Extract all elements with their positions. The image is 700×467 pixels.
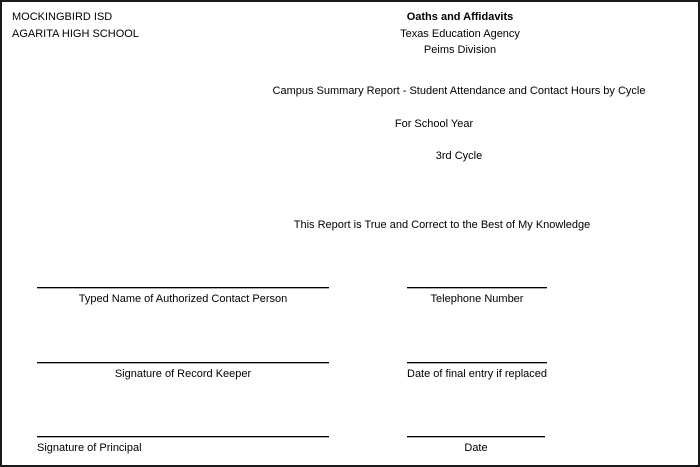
signature-field-final-entry-date — [407, 362, 547, 380]
cycle-label: 3rd Cycle — [435, 150, 483, 162]
signature-label: Telephone Number — [430, 293, 524, 305]
campus-name: AGARITA HIGH SCHOOL — [12, 28, 139, 40]
signature-label: Date of final entry if replaced — [407, 368, 548, 380]
signature-field-principal — [37, 436, 329, 454]
signature-line — [407, 436, 545, 438]
signature-line — [37, 436, 329, 438]
form-title: Oaths and Affidavits — [406, 11, 514, 23]
school-year-label: For School Year — [394, 118, 474, 130]
division-name: Peims Division — [423, 44, 497, 56]
signature-label: Typed Name of Authorized Contact Person — [78, 293, 288, 305]
certification-statement: This Report is True and Correct to the Best of My Knowledge — [293, 219, 591, 231]
signature-label: Date — [464, 442, 488, 454]
signature-line — [407, 287, 547, 289]
signature-field-telephone — [407, 287, 547, 305]
signature-line — [37, 362, 329, 364]
signature-line — [407, 362, 547, 364]
agency-name: Texas Education Agency — [400, 28, 520, 40]
signature-line — [37, 287, 329, 289]
signature-field-contact-person — [37, 287, 329, 305]
district-name: MOCKINGBIRD ISD — [12, 11, 113, 23]
signature-label: Signature of Record Keeper — [114, 368, 252, 380]
signature-label: Signature of Principal — [37, 442, 142, 454]
signature-field-record-keeper — [37, 362, 329, 380]
report-title: Campus Summary Report - Student Attendance and Contact Hours by Cycle — [272, 85, 646, 97]
signature-field-date — [407, 436, 545, 454]
